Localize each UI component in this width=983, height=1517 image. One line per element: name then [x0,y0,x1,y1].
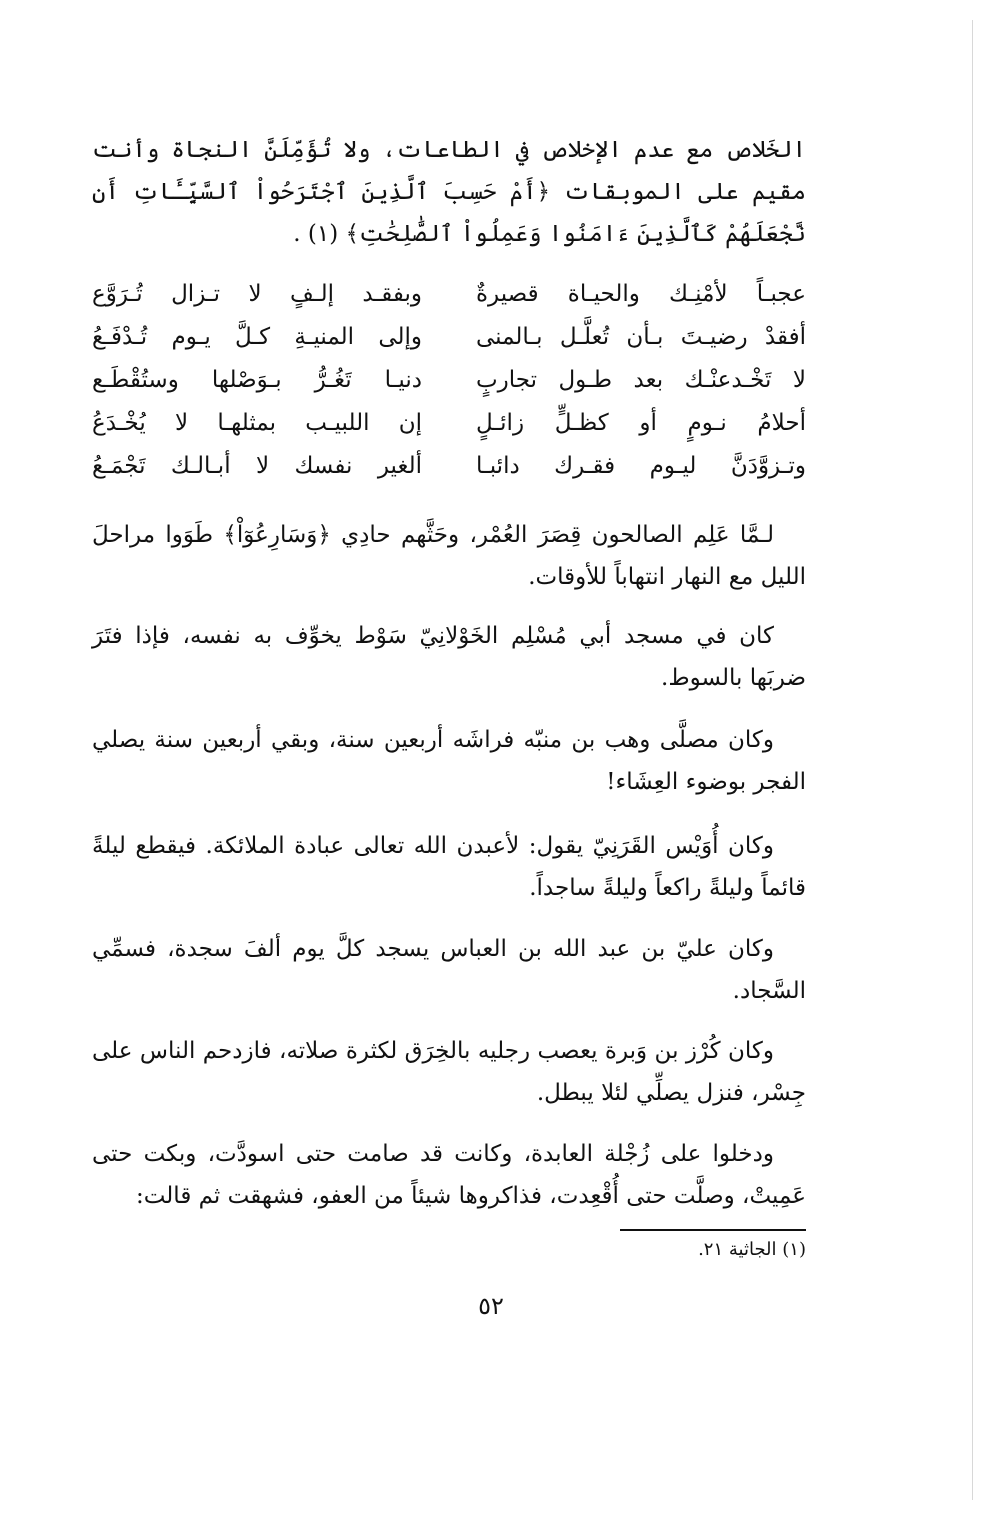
paragraph: لـمَّا عَلِم الصالحون قِصَرَ العُمْر، وحَثَّهم حادِي ﴿وَسَارِعُوٓاْ﴾ طَوَوا مراحلَ الليل مع النهار انتهاباً للأوقات. [92,522,806,590]
paragraph: الخَلاص مع عدم الإخلاص في الطاعات، ولا تُؤَمِّلَنَّ النجاة وأنت مقيم على الموبقات ﴿أَمْ حَسِبَ ٱلَّذِينَ ٱجْتَرَحُواْ ٱلسَّيِّـَٔاتِ أَن نَّجْعَلَهُمْ كَٱلَّذِينَ ءَامَنُوا وَعَمِلُواْ ٱلصَّٰلِحَٰتِ﴾ (١) . [92,137,806,247]
paragraph-block-6 [92,928,806,1012]
footnote-rule [620,1229,806,1231]
verse-second-hemistich: وبفقـد إلـفٍ لا تـزال تُـرَوَّع [92,281,422,307]
poem-verse [92,410,806,453]
footnote: (١) الجاثية ٢١. [698,1239,806,1260]
paragraph-block-3 [92,615,806,699]
paragraph-block-5 [92,825,806,909]
paragraph: ودخلوا على زُجْلة العابدة، وكانت قد صامت حتى اسودَّت، وبكت حتى عَمِيتْ، وصلَّت حتى أُقْعِدت، فذاكروها شيئاً من العفو، فشهقت ثم قالت: [92,1141,806,1209]
verse-second-hemistich: ألغير نفسك لا أبـالـك تَجْمَـعُ [92,453,422,479]
paragraph-block-2 [92,514,806,598]
paragraph: وكان كُرْز بن وَبرة يعصب رجليه بالخِرَق لكثرة صلاته، فازدحم الناس على جِسْر، فنزل يصلِّي لئلا يبطل. [92,1038,806,1106]
paragraph: وكان أُوَيْس القَرَنِيّ يقول: لأعبدن الله تعالى عبادة الملائكة. فيقطع ليلةً قائماً وليلةً راكعاً وليلةً ساجداً. [92,833,806,901]
verse-first-hemistich: أحلامُ نـومٍ أو كظـلٍّ زائـلٍ [476,410,806,436]
verse-first-hemistich: وتـزوَّدَنَّ ليـوم فقـرك دائبـا [476,453,806,479]
page-edge-line [972,20,973,1500]
poem-verse [92,453,806,496]
paragraph: وكان مصلَّى وهب بن منبّه فراشَه أربعين سنة، وبقي أربعين سنة يصلي الفجر بوضوء العِشَاء! [92,727,806,795]
paragraph-block-7 [92,1030,806,1114]
verse-second-hemistich: إن اللبيـب بمثلهـا لا يُخْـدَعُ [92,410,422,436]
page-number: ٥٢ [478,1292,504,1320]
paragraph-block-4 [92,719,806,803]
verse-first-hemistich: لا تَخْـدعنْـك بعد طـول تجاربٍ [476,367,806,393]
poem [92,281,806,496]
poem-verse [92,367,806,410]
verse-first-hemistich: أفقدْ رضيـتَ بـأن تُعلَّـل بـالمنى [476,324,806,350]
poem-verse [92,324,806,367]
verse-second-hemistich: وإلى المنيـةِ كـلَّ يـوم تُـدْفَـعُ [92,324,422,350]
paragraph-block-8 [92,1133,806,1217]
paragraph-block-1 [92,129,806,255]
paragraph: وكان عليّ بن عبد الله بن العباس يسجد كلَّ يوم ألفَ سجدة، فسمِّي السَّجاد. [92,936,806,1004]
paragraph: كان في مسجد أبي مُسْلِم الخَوْلانِيّ سَوْط يخوِّف به نفسه، فإذا فتَرَ ضربَها بالسوط. [92,623,806,691]
poem-verse [92,281,806,324]
verse-first-hemistich: عجبـاً لأمْنِـك والحيـاة قصيرةٌ [476,281,806,307]
verse-second-hemistich: دنيـا تَغُـرُّ بـوَصْلها وستُقْطَـع [92,367,422,393]
